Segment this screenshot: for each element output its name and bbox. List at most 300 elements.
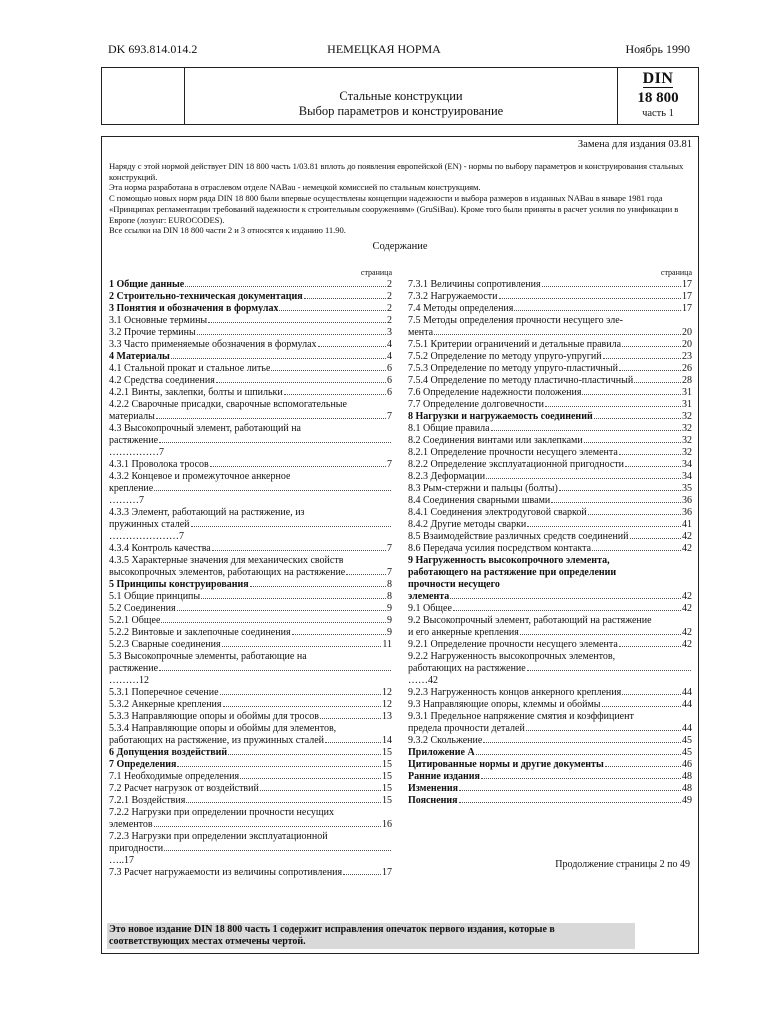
toc-entry-title: Цитированные нормы и другие документы — [408, 759, 604, 770]
toc-entry — [109, 399, 392, 411]
toc-dot-leader — [634, 382, 681, 383]
toc-entry-page: 2 — [387, 303, 392, 314]
toc-entry-title: 9.2.2 Нагруженность высокопрочных элементов, — [408, 651, 616, 662]
toc-entry-title: прочности несущего — [408, 579, 500, 590]
toc-entry-page: 15 — [382, 759, 392, 770]
toc-entry-title: работающего на растяжение при определении — [408, 567, 617, 578]
toc-dot-leader — [228, 754, 381, 755]
toc-entry — [109, 327, 392, 339]
toc-entry-title: 8.4.1 Соединения электродуговой сваркой — [408, 507, 587, 518]
toc-dot-leader — [542, 286, 681, 287]
toc-dot-leader — [154, 490, 391, 491]
toc-dot-leader — [514, 310, 681, 311]
toc-entry-title: 7.3.1 Величины сопротивления — [408, 279, 541, 290]
toc-entry — [109, 699, 392, 711]
toc-entry — [109, 543, 392, 555]
toc-entry — [408, 363, 692, 375]
toc-entry — [109, 291, 392, 303]
toc-entry — [109, 663, 392, 675]
toc-entry-page: 16 — [382, 819, 392, 830]
toc-entry — [408, 795, 692, 807]
toc-entry-title: ………7 — [109, 495, 144, 506]
toc-entry — [109, 675, 392, 687]
toc-entry-page: 20 — [682, 339, 692, 350]
toc-entry-page: 34 — [682, 471, 692, 482]
replacement-note: Замена для издания 03.81 — [577, 139, 692, 150]
toc-entry-page: 49 — [682, 795, 692, 806]
toc-entry-title: 4.3.4 Контроль качества — [109, 543, 211, 554]
toc-entry-title: 8.2 Соединения винтами или заклепками — [408, 435, 583, 446]
toc-entry — [408, 783, 692, 795]
toc-entry — [408, 675, 692, 687]
toc-dot-leader — [222, 646, 382, 647]
toc-entry-title: 5.3.4 Направляющие опоры и обоймы для элементов, — [109, 723, 337, 734]
toc-entry — [109, 555, 392, 567]
toc-entry-title: 7.7 Определение долговечности — [408, 399, 544, 410]
toc-dot-leader — [171, 358, 386, 359]
toc-dot-leader — [622, 346, 681, 347]
intro-text — [109, 161, 690, 236]
toc-entry — [109, 483, 392, 495]
toc-dot-leader — [279, 310, 386, 311]
title-box — [101, 67, 699, 125]
toc-entry-page: 12 — [382, 687, 392, 698]
toc-dot-leader — [161, 622, 386, 623]
toc-entry — [408, 279, 692, 291]
toc-dot-leader — [545, 406, 681, 407]
intro-paragraph: С помощью новых норм ряда DIN 18 800 были впервые осуществлены концепции надежности и выбора размеров в изданных NABau в январе 1981 года «Принципах регламентации требований надежности к строительным сооружениям» (GruSiBau). Кроме того были приняты в расчет усилия по унификации в Европе (лозунг: EUROCODES). — [109, 193, 679, 225]
toc-entry-page: 46 — [682, 759, 692, 770]
toc-entry-title: 8.2.2 Определение эксплуатационной пригодности — [408, 459, 625, 470]
toc-entry-title: 8 Нагрузки и нагружаемость соединений — [408, 411, 593, 422]
toc-entry-title: 5.2 Соединения — [109, 603, 176, 614]
toc-dot-leader — [491, 430, 681, 431]
toc-dot-leader — [260, 790, 381, 791]
toc-entry — [109, 507, 392, 519]
toc-entry — [408, 411, 692, 423]
toc-entry — [408, 387, 692, 399]
toc-entry — [109, 303, 392, 315]
toc-entry-page: 44 — [682, 687, 692, 698]
toc-entry-title: 5.2.3 Сварные соединения — [109, 639, 221, 650]
toc-entry — [408, 531, 692, 543]
toc-entry-title: 3.1 Основные термины — [109, 315, 208, 326]
toc-entry — [109, 435, 392, 447]
toc-dot-leader — [588, 514, 681, 515]
toc-entry — [408, 459, 692, 471]
din-block — [617, 68, 698, 124]
toc-entry — [408, 375, 692, 387]
toc-entry-page: 42 — [682, 603, 692, 614]
toc-entry-title: 4.3.1 Проволока тросов — [109, 459, 209, 470]
toc-entry — [109, 771, 392, 783]
toc-dot-leader — [318, 346, 386, 347]
toc-entry — [109, 747, 392, 759]
toc-entry-title: 7.4 Методы определения — [408, 303, 514, 314]
toc-entry — [408, 483, 692, 495]
toc-dot-leader — [201, 598, 386, 599]
toc-entry-title: 5.3.2 Анкерные крепления — [109, 699, 222, 710]
toc-entry-page: 31 — [682, 387, 692, 398]
toc-entry — [109, 819, 392, 831]
toc-entry — [109, 831, 392, 843]
toc-dot-leader — [164, 850, 391, 851]
toc-dot-leader — [630, 538, 682, 539]
toc-entry-title: 4.3.5 Характерные значения для механических свойств — [109, 555, 344, 566]
toc-dot-leader — [450, 598, 681, 599]
toc-entry-page: 44 — [682, 699, 692, 710]
toc-entry-title: 7.2.1 Воздействия — [109, 795, 186, 806]
toc-dot-leader — [582, 394, 681, 395]
title-line-1: Стальные конструкции — [339, 89, 463, 103]
toc-entry-page: 42 — [682, 627, 692, 638]
toc-entry — [408, 351, 692, 363]
toc-entry-title: 4.2.2 Сварочные присадки, сварочные вспомогательные — [109, 399, 347, 410]
toc-dot-leader — [212, 550, 386, 551]
toc-entry-title: 5.3 Высокопрочные элементы, работающие на — [109, 651, 307, 662]
toc-entry — [109, 519, 392, 531]
toc-entry-title: 9.3 Направляющие опоры, клеммы и обоймы — [408, 699, 601, 710]
toc-dot-leader — [459, 790, 681, 791]
toc-entry-title: 1 Общие данные — [109, 279, 185, 290]
toc-entry — [408, 519, 692, 531]
toc-entry-page: 48 — [682, 771, 692, 782]
toc-entry-page: 11 — [382, 639, 392, 650]
toc-entry — [408, 627, 692, 639]
toc-entry — [408, 399, 692, 411]
toc-entry-page: 26 — [682, 363, 692, 374]
toc-entry-title: 5.1 Общие принципы — [109, 591, 201, 602]
toc-dot-leader — [619, 454, 681, 455]
continuation-note: Продолжение страницы 2 по 49 — [555, 859, 690, 870]
toc-entry — [408, 591, 692, 603]
toc-entry-page: 7 — [387, 543, 392, 554]
toc-entry-title: ……42 — [408, 675, 438, 686]
toc-entry — [109, 363, 392, 375]
toc-right-column — [408, 267, 692, 807]
toc-entry-page: 15 — [382, 795, 392, 806]
toc-entry-page: 6 — [387, 375, 392, 386]
toc-entry-title: 7.5.3 Определение по методу упруго-пластичный — [408, 363, 618, 374]
toc-entry-page: 2 — [387, 291, 392, 302]
toc-entry-title: 5 Принципы конструирования — [109, 579, 249, 590]
toc-entry-page: 7 — [387, 411, 392, 422]
toc-entry-title: 7.5.4 Определение по методу пластично-пластичный — [408, 375, 634, 386]
toc-entry-title: и его анкерные крепления — [408, 627, 519, 638]
toc-entry-title: 7 Определения — [109, 759, 177, 770]
toc-entry-title: пружинных сталей — [109, 519, 190, 530]
toc-entry-page: 15 — [382, 747, 392, 758]
toc-entry-page: 32 — [682, 423, 692, 434]
toc-dot-leader — [459, 802, 681, 803]
toc-entry-title: крепление — [109, 483, 154, 494]
toc-dot-leader — [223, 706, 381, 707]
toc-entry-title: 9.2.3 Нагруженность концов анкерного крепления — [408, 687, 622, 698]
toc-entry-title: 4.3 Высокопрочный элемент, работающий на — [109, 423, 301, 434]
toc-entry — [109, 855, 392, 867]
toc-entry-title: 4 Материалы — [109, 351, 170, 362]
toc-entry-page: 42 — [682, 591, 692, 602]
toc-dot-leader — [159, 670, 391, 671]
toc-entry — [408, 423, 692, 435]
toc-entry-title: 7.3.2 Нагружаемости — [408, 291, 498, 302]
toc-entry-page: 9 — [387, 603, 392, 614]
toc-entry-title: 9.3.1 Предельное напряжение смятия и коэффициент — [408, 711, 634, 722]
toc-dot-leader — [592, 550, 681, 551]
toc-dot-leader — [559, 490, 681, 491]
document-code: DK 693.814.014.2 — [108, 42, 198, 56]
toc-entry-page: 35 — [682, 483, 692, 494]
toc-entry-page: 20 — [682, 327, 692, 338]
toc-entry — [408, 495, 692, 507]
page-column-label: страница — [660, 268, 692, 277]
toc-entry-title: растяжение — [109, 435, 159, 446]
toc-entry — [109, 411, 392, 423]
toc-entry — [109, 783, 392, 795]
toc-entry-title: 4.2.1 Винты, заклепки, болты и шпильки — [109, 387, 283, 398]
toc-entry-page: 7 — [387, 567, 392, 578]
toc-dot-leader — [208, 322, 386, 323]
toc-entry-title: 4.1 Стальной прокат и стальное литье — [109, 363, 271, 374]
toc-entry-title: Ранние издания — [408, 771, 480, 782]
toc-entry-page: 32 — [682, 435, 692, 446]
toc-entry — [109, 351, 392, 363]
toc-entry-page: 2 — [387, 315, 392, 326]
title-box-blank-cell — [102, 68, 185, 124]
toc-entry-title: 9.2.1 Определение прочности несущего элемента — [408, 639, 618, 650]
toc-entry — [408, 471, 692, 483]
toc-entry-title: предела прочности деталей — [408, 723, 525, 734]
toc-entry-title: растяжение — [109, 663, 159, 674]
toc-entry — [109, 471, 392, 483]
toc-entry-page: 8 — [387, 591, 392, 602]
toc-entry-page: 42 — [682, 531, 692, 542]
toc-entry — [408, 651, 692, 663]
toc-entry — [109, 579, 392, 591]
toc-entry-page: 3 — [387, 327, 392, 338]
toc-dot-leader — [240, 778, 381, 779]
toc-dot-leader — [527, 526, 681, 527]
toc-entry — [408, 543, 692, 555]
toc-dot-leader — [622, 694, 681, 695]
toc-entry-page: 15 — [382, 771, 392, 782]
toc-entry — [408, 711, 692, 723]
toc-entry — [109, 615, 392, 627]
toc-entry — [109, 843, 392, 855]
toc-entry — [109, 759, 392, 771]
toc-dot-leader — [584, 442, 681, 443]
toc-entry-page: 7 — [387, 459, 392, 470]
toc-dot-leader — [304, 298, 386, 299]
toc-dot-leader — [186, 802, 381, 803]
toc-entry — [109, 387, 392, 399]
toc-entry-title: 8.2.1 Определение прочности несущего элемента — [408, 447, 618, 458]
toc-entry-title: 5.2.1 Общее — [109, 615, 161, 626]
toc-entry — [109, 651, 392, 663]
toc-dot-leader — [481, 778, 681, 779]
toc-entry-title: материалы — [109, 411, 155, 422]
toc-entry-title: 7.2.2 Нагрузки при определении прочности несущих — [109, 807, 334, 818]
toc-entry-title: 8.1 Общие правила — [408, 423, 490, 434]
toc-entry — [109, 807, 392, 819]
toc-entry-title: ………12 — [109, 675, 149, 686]
toc-entry-title: 7.5.1 Критерии ограничений и детальные правила — [408, 339, 622, 350]
edition-note: Это новое издание DIN 18 800 часть 1 содержит исправления опечаток первого издания, которые в соответствующих местах отмечены чертой. — [107, 923, 635, 949]
toc-entry-title: Пояснения — [408, 795, 458, 806]
toc-entry — [408, 723, 692, 735]
toc-entry-title: 9 Нагруженность высокопрочного элемента, — [408, 555, 610, 566]
toc-entry — [408, 567, 692, 579]
toc-entry — [408, 747, 692, 759]
toc-dot-leader — [284, 394, 386, 395]
toc-left-column — [109, 267, 392, 879]
toc-entry-page: 14 — [382, 735, 392, 746]
toc-entry-page: 36 — [682, 495, 692, 506]
toc-entry-page: 9 — [387, 627, 392, 638]
toc-entry-title: 3.2 Прочие термины — [109, 327, 196, 338]
toc-dot-leader — [325, 742, 381, 743]
toc-entry — [408, 615, 692, 627]
toc-entry-page: 48 — [682, 783, 692, 794]
toc-entry-page: 6 — [387, 363, 392, 374]
toc-entry-title: 7.2.3 Нагрузки при определении эксплуатационной — [109, 831, 328, 842]
toc-entry — [109, 603, 392, 615]
toc-dot-leader — [499, 298, 681, 299]
toc-dot-leader — [483, 742, 681, 743]
toc-entry-page: 13 — [382, 711, 392, 722]
din-part: часть 1 — [642, 108, 674, 119]
toc-entry-title: 7.5 Методы определения прочности несущего эле- — [408, 315, 623, 326]
toc-dot-leader — [520, 634, 681, 635]
toc-dot-leader — [625, 466, 681, 467]
toc-entry-title: …..17 — [109, 855, 134, 866]
toc-entry-title: …………………7 — [109, 531, 184, 542]
toc-dot-leader — [476, 754, 681, 755]
toc-entry-title: 4.2 Средства соединения — [109, 375, 215, 386]
toc-entry — [109, 375, 392, 387]
toc-entry-title: 9.2 Высокопрочный элемент, работающий на растяжение — [408, 615, 652, 626]
din-number: 18 800 — [637, 90, 679, 106]
toc-entry-page: 8 — [387, 579, 392, 590]
toc-entry-page: 6 — [387, 387, 392, 398]
intro-paragraph: Все ссылки на DIN 18 800 части 2 и 3 относятся к изданию 11.90. — [109, 225, 346, 236]
toc-entry-page: 2 — [387, 279, 392, 290]
toc-entry — [109, 279, 392, 291]
toc-entry-page: 4 — [387, 339, 392, 350]
toc-dot-leader — [527, 670, 691, 671]
toc-dot-leader — [346, 574, 386, 575]
toc-entry-title: 8.3 Рым-стержни и пальцы (болты) — [408, 483, 558, 494]
toc-entry — [109, 795, 392, 807]
toc-entry-title: 6 Допущения воздействий — [109, 747, 228, 758]
toc-entry — [408, 663, 692, 675]
toc-entry — [408, 699, 692, 711]
toc-entry-title: пригодности — [109, 843, 164, 854]
toc-entry-title: 5.3.3 Направляющие опоры и обоймы для тросов — [109, 711, 319, 722]
page-column-label: страница — [360, 268, 392, 277]
toc-entry-title: элемента — [408, 591, 450, 602]
toc-dot-leader — [154, 826, 381, 827]
toc-entry-page: 36 — [682, 507, 692, 518]
title-line-2: Выбор параметров и конструирование — [298, 104, 504, 118]
toc-entry-title: 3 Понятия и обозначения в формулах — [109, 303, 279, 314]
toc-entry-page: 23 — [682, 351, 692, 362]
toc-entry-page: 4 — [387, 351, 392, 362]
toc-dot-leader — [602, 706, 681, 707]
toc-entry-title: 5.3.1 Поперечное сечение — [109, 687, 219, 698]
toc-entry-title: 7.6 Определение надежности положения — [408, 387, 582, 398]
toc-entry — [408, 507, 692, 519]
toc-dot-leader — [197, 334, 386, 335]
toc-entry-title: ……………7 — [109, 447, 164, 458]
toc-entry-title: 7.3 Расчет нагружаемости из величины сопротивления — [109, 867, 343, 878]
toc-entry-title: 4.3.3 Элемент, работающий на растяжение, из — [109, 507, 305, 518]
toc-entry-title: 4.3.2 Концевое и промежуточное анкерное — [109, 471, 291, 482]
toc-entry-title: 3.3 Часто применяемые обозначения в формулах — [109, 339, 317, 350]
toc-entry-title: 9.1 Общее — [408, 603, 452, 614]
toc-entry-page: 17 — [682, 279, 692, 290]
toc-entry — [408, 759, 692, 771]
toc-dot-leader — [605, 766, 681, 767]
toc-entry-title: 8.2.3 Деформации — [408, 471, 486, 482]
toc-entry — [109, 495, 392, 507]
document-title — [184, 89, 618, 119]
toc-dot-leader — [210, 466, 386, 467]
toc-entry-title: 5.2.2 Винтовые и заклепочные соединения — [109, 627, 291, 638]
contents-heading: Содержание — [372, 241, 428, 252]
toc-dot-leader — [159, 442, 391, 443]
toc-entry — [109, 459, 392, 471]
document-date: Ноябрь 1990 — [625, 42, 690, 56]
toc-entry — [408, 639, 692, 651]
toc-dot-leader — [594, 418, 681, 419]
toc-entry-page: 44 — [682, 723, 692, 734]
din-label: DIN — [642, 70, 674, 87]
toc-entry — [408, 735, 692, 747]
toc-entry-page: 42 — [682, 639, 692, 650]
toc-dot-leader — [551, 502, 681, 503]
toc-entry — [408, 687, 692, 699]
toc-entry-title: Изменения — [408, 783, 459, 794]
toc-dot-leader — [603, 358, 681, 359]
toc-entry-title: Приложение А — [408, 747, 475, 758]
toc-dot-leader — [216, 382, 386, 383]
toc-dot-leader — [177, 610, 386, 611]
toc-dot-leader — [486, 478, 681, 479]
toc-entry — [109, 723, 392, 735]
toc-entry-page: 42 — [682, 543, 692, 554]
toc-entry — [109, 315, 392, 327]
toc-entry-page: 34 — [682, 459, 692, 470]
intro-paragraph: Наряду с этой нормой действует DIN 18 800 часть 1/03.81 вплоть до появления европейской (EN) - нормы по выбору параметров и конструирования стальных конструкций. — [109, 161, 684, 182]
toc-entry-page: 17 — [682, 303, 692, 314]
toc-entry-title: мента — [408, 327, 434, 338]
toc-entry — [408, 447, 692, 459]
toc-entry-title: 7.2 Расчет нагрузок от воздействий — [109, 783, 259, 794]
toc-dot-leader — [434, 334, 681, 335]
toc-entry-title: работающих на растяжение, из пружинных сталей — [109, 735, 325, 746]
toc-entry — [109, 687, 392, 699]
toc-entry-page: 45 — [682, 735, 692, 746]
toc-dot-leader — [453, 610, 681, 611]
toc-entry-page: 41 — [682, 519, 692, 530]
toc-dot-leader — [320, 718, 381, 719]
toc-entry — [408, 327, 692, 339]
document-type: НЕМЕЦКАЯ НОРМА — [327, 42, 441, 56]
toc-entry — [408, 303, 692, 315]
toc-entry — [109, 591, 392, 603]
toc-entry-page: 45 — [682, 747, 692, 758]
